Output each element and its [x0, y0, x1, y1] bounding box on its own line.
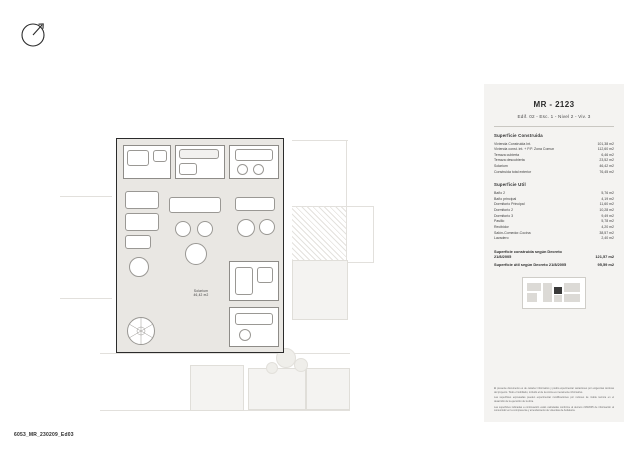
furniture-sofa — [125, 213, 159, 231]
row-label: Solarium — [494, 164, 508, 169]
furniture-bed — [127, 150, 149, 166]
total-label: Superficie construida según Decreto 21/8/2005 — [494, 248, 562, 260]
row-value: 5,76 m2 — [601, 190, 614, 195]
legal-disclaimer — [494, 387, 614, 415]
row-value: 5,78 m2 — [601, 219, 614, 224]
row-label: Pasillo — [494, 219, 505, 224]
built-area-heading: Superficie Construida — [494, 133, 543, 138]
row-value: 4,20 m2 — [601, 224, 614, 229]
furniture-counter — [235, 313, 273, 325]
furniture-armchair — [197, 221, 213, 237]
furniture-round-table — [237, 164, 248, 175]
row-label: Dormitorio 3 — [494, 213, 514, 218]
context-line — [292, 140, 348, 141]
context-line — [373, 206, 374, 262]
furniture-counter — [179, 149, 219, 159]
furniture-unit — [257, 267, 273, 283]
row-label: Construida total exterior — [494, 169, 532, 174]
total-value: 121,57 m2 — [595, 254, 614, 260]
total-useful-row — [494, 262, 614, 267]
key-plan-block — [554, 295, 562, 302]
legal-paragraph: Las superficies expresadas pueden experimentar modificaciones por razones de índole técnica en el desarrollo de la ejecución de la obra. — [494, 396, 614, 403]
furniture-armchair — [175, 221, 191, 237]
legal-paragraph: El presente documento es de carácter informativo y podrá experimentar variaciones por exigencias técnicas del proyecto. Todo el mobiliario, incluido el de la cocina es meramente informativo. — [494, 387, 614, 394]
total-value: 95,59 m2 — [597, 262, 614, 268]
document-code: 6053_MR_230209_Ed03 — [14, 432, 74, 438]
key-plan-block — [564, 283, 580, 292]
divider — [494, 126, 614, 127]
row-label: Lavadero — [494, 236, 509, 241]
staircase-lines — [127, 317, 155, 345]
row-label: Salón-Comedor-Cocina — [494, 230, 531, 235]
row-label: Terraza cubierta — [494, 152, 520, 157]
furniture-counter — [235, 149, 273, 161]
furniture-counter — [235, 197, 275, 211]
tree-symbol — [294, 358, 308, 372]
floor-plan-drawing — [60, 110, 440, 410]
room-label-area: 46,42 m2 — [193, 293, 209, 298]
row-label: Recibidor — [494, 224, 509, 229]
furniture-round-table — [129, 257, 149, 277]
row-value: 10,28 m2 — [599, 207, 614, 212]
room-label — [173, 289, 229, 298]
row-label: Baño 2 — [494, 190, 506, 195]
row-value: 11,60 m2 — [599, 202, 614, 207]
key-plan-block — [543, 283, 552, 302]
unit-subtitle: Edif. 02 - Esc. 1 - Nivel 2 - Viv. 3 — [517, 114, 591, 119]
row-label: Dormitorio 2 — [494, 207, 514, 212]
row-value: 38,57 m2 — [599, 230, 614, 235]
context-block — [248, 368, 306, 410]
row-value: 46,42 m2 — [599, 164, 614, 169]
row-value: 4,19 m2 — [601, 196, 614, 201]
legal-paragraph: Las superficies indicadas a continuación están calculadas conforme al decreto 218/2005 de información al consumidor en la compraventa y arrendamiento de viviendas de Andalucía. — [494, 405, 614, 413]
room-label-name: Solarium — [193, 289, 209, 293]
row-label: Terraza descubierta — [494, 158, 525, 163]
furniture-unit — [153, 150, 167, 162]
context-line — [60, 196, 112, 197]
furniture-round-table — [239, 329, 251, 341]
key-plan-block — [527, 293, 537, 302]
row-value: 2,40 m2 — [601, 236, 614, 241]
row-label: Dormitorio Principal — [494, 202, 525, 207]
context-line — [60, 298, 112, 299]
key-plan-highlight — [554, 287, 562, 294]
context-block — [292, 260, 348, 320]
row-value: 6,46 m2 — [601, 152, 614, 157]
row-value: 9,49 m2 — [601, 213, 614, 218]
furniture-round-table — [253, 164, 264, 175]
row-label: Vivienda Construida Int. — [494, 141, 532, 146]
tree-symbol — [266, 362, 278, 374]
furniture-unit — [235, 267, 253, 295]
context-block — [190, 365, 244, 411]
total-label: Superficie útil según Decreto 21/8/2005 — [494, 262, 567, 268]
row-value: 101,38 m2 — [597, 141, 614, 146]
key-plan — [522, 277, 586, 309]
row-value: 76,45 m2 — [599, 169, 614, 174]
useful-area-heading: Superficie Util — [494, 182, 526, 188]
context-hatch — [292, 206, 346, 260]
furniture-round-table — [185, 243, 207, 265]
furniture-unit — [125, 235, 151, 249]
apartment-outline — [116, 138, 284, 353]
circle-arrow-logo — [18, 18, 52, 52]
row-value: 23,52 m2 — [599, 158, 614, 163]
context-block — [306, 368, 350, 410]
context-line — [346, 140, 347, 262]
row-label: Baño principal — [494, 196, 517, 201]
furniture-unit — [179, 163, 197, 175]
furniture-armchair — [259, 219, 275, 235]
row-value: 112,60 m2 — [597, 147, 614, 152]
furniture-sofa — [125, 191, 159, 209]
key-plan-block — [564, 294, 580, 302]
total-built-row — [494, 249, 614, 260]
key-plan-block — [527, 283, 541, 291]
furniture-sofa — [169, 197, 221, 213]
info-panel — [484, 84, 624, 422]
row-label: Vivienda const. int. + P.P. Zona Comun — [494, 147, 555, 152]
furniture-armchair — [237, 219, 255, 237]
unit-title: MR - 2123 — [533, 100, 575, 109]
